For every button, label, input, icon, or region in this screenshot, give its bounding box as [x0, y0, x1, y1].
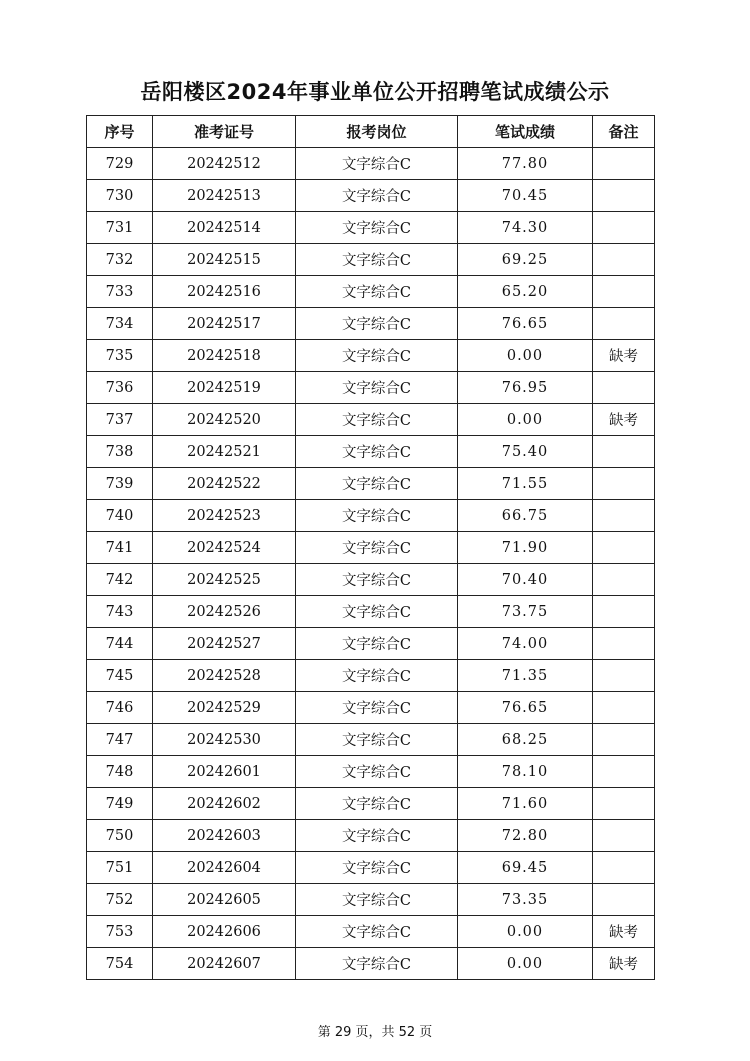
table-body — [87, 148, 655, 980]
position-cell: 文字综合C — [296, 788, 458, 820]
remark-cell — [593, 852, 655, 884]
ticket-number-cell: 20242524 — [153, 532, 296, 564]
seq-cell: 754 — [87, 948, 153, 980]
remark-cell: 缺考 — [593, 916, 655, 948]
ticket-number-cell: 20242605 — [153, 884, 296, 916]
position-cell: 文字综合C — [296, 724, 458, 756]
remark-cell — [593, 820, 655, 852]
remark-cell — [593, 372, 655, 404]
position-cell: 文字综合C — [296, 180, 458, 212]
score-cell: 69.45 — [458, 852, 593, 884]
seq-cell: 730 — [87, 180, 153, 212]
score-cell: 76.95 — [458, 372, 593, 404]
remark-cell — [593, 308, 655, 340]
score-cell: 71.35 — [458, 660, 593, 692]
score-cell: 70.40 — [458, 564, 593, 596]
seq-cell: 732 — [87, 244, 153, 276]
seq-cell: 741 — [87, 532, 153, 564]
table-row — [87, 916, 655, 948]
seq-cell: 739 — [87, 468, 153, 500]
score-table — [86, 115, 655, 980]
ticket-number-cell: 20242522 — [153, 468, 296, 500]
header-seq: 序号 — [87, 116, 153, 148]
header-position: 报考岗位 — [296, 116, 458, 148]
remark-cell — [593, 564, 655, 596]
remark-cell — [593, 468, 655, 500]
seq-cell: 752 — [87, 884, 153, 916]
table-row — [87, 404, 655, 436]
score-cell: 66.75 — [458, 500, 593, 532]
table-row — [87, 180, 655, 212]
position-cell: 文字综合C — [296, 852, 458, 884]
score-cell: 74.00 — [458, 628, 593, 660]
remark-cell — [593, 276, 655, 308]
table-row — [87, 564, 655, 596]
table-row — [87, 756, 655, 788]
score-cell: 65.20 — [458, 276, 593, 308]
position-cell: 文字综合C — [296, 532, 458, 564]
table-row — [87, 884, 655, 916]
ticket-number-cell: 20242606 — [153, 916, 296, 948]
remark-cell — [593, 596, 655, 628]
position-cell: 文字综合C — [296, 884, 458, 916]
ticket-number-cell: 20242514 — [153, 212, 296, 244]
table-row — [87, 212, 655, 244]
position-cell: 文字综合C — [296, 948, 458, 980]
position-cell: 文字综合C — [296, 756, 458, 788]
seq-cell: 748 — [87, 756, 153, 788]
ticket-number-cell: 20242601 — [153, 756, 296, 788]
position-cell: 文字综合C — [296, 244, 458, 276]
table-row — [87, 852, 655, 884]
position-cell: 文字综合C — [296, 916, 458, 948]
score-cell: 73.35 — [458, 884, 593, 916]
remark-cell — [593, 660, 655, 692]
score-cell: 78.10 — [458, 756, 593, 788]
position-cell: 文字综合C — [296, 692, 458, 724]
seq-cell: 737 — [87, 404, 153, 436]
seq-cell: 743 — [87, 596, 153, 628]
header-remark: 备注 — [593, 116, 655, 148]
ticket-number-cell: 20242520 — [153, 404, 296, 436]
remark-cell — [593, 724, 655, 756]
remark-cell — [593, 788, 655, 820]
seq-cell: 738 — [87, 436, 153, 468]
score-cell: 71.60 — [458, 788, 593, 820]
ticket-number-cell: 20242604 — [153, 852, 296, 884]
table-row — [87, 276, 655, 308]
ticket-number-cell: 20242526 — [153, 596, 296, 628]
ticket-number-cell: 20242529 — [153, 692, 296, 724]
table-row — [87, 372, 655, 404]
score-cell: 73.75 — [458, 596, 593, 628]
table-row — [87, 148, 655, 180]
seq-cell: 747 — [87, 724, 153, 756]
seq-cell: 735 — [87, 340, 153, 372]
table-row — [87, 692, 655, 724]
remark-cell: 缺考 — [593, 948, 655, 980]
position-cell: 文字综合C — [296, 468, 458, 500]
table-row — [87, 340, 655, 372]
header-ticket-number: 准考证号 — [153, 116, 296, 148]
score-cell: 70.45 — [458, 180, 593, 212]
remark-cell — [593, 244, 655, 276]
score-cell: 72.80 — [458, 820, 593, 852]
seq-cell: 749 — [87, 788, 153, 820]
position-cell: 文字综合C — [296, 212, 458, 244]
ticket-number-cell: 20242602 — [153, 788, 296, 820]
seq-cell: 753 — [87, 916, 153, 948]
seq-cell: 744 — [87, 628, 153, 660]
seq-cell: 740 — [87, 500, 153, 532]
table-row — [87, 500, 655, 532]
position-cell: 文字综合C — [296, 148, 458, 180]
header-row — [87, 116, 655, 148]
remark-cell — [593, 628, 655, 660]
seq-cell: 733 — [87, 276, 153, 308]
score-cell: 75.40 — [458, 436, 593, 468]
seq-cell: 750 — [87, 820, 153, 852]
remark-cell — [593, 500, 655, 532]
score-cell: 0.00 — [458, 340, 593, 372]
ticket-number-cell: 20242523 — [153, 500, 296, 532]
ticket-number-cell: 20242521 — [153, 436, 296, 468]
position-cell: 文字综合C — [296, 340, 458, 372]
score-cell: 68.25 — [458, 724, 593, 756]
table-row — [87, 628, 655, 660]
table-row — [87, 308, 655, 340]
remark-cell — [593, 148, 655, 180]
score-cell: 77.80 — [458, 148, 593, 180]
seq-cell: 742 — [87, 564, 153, 596]
position-cell: 文字综合C — [296, 660, 458, 692]
score-cell: 0.00 — [458, 404, 593, 436]
score-cell: 71.90 — [458, 532, 593, 564]
table-row — [87, 820, 655, 852]
ticket-number-cell: 20242512 — [153, 148, 296, 180]
table-row — [87, 244, 655, 276]
remark-cell — [593, 180, 655, 212]
seq-cell: 729 — [87, 148, 153, 180]
seq-cell: 746 — [87, 692, 153, 724]
score-cell: 74.30 — [458, 212, 593, 244]
remark-cell: 缺考 — [593, 404, 655, 436]
seq-cell: 736 — [87, 372, 153, 404]
ticket-number-cell: 20242525 — [153, 564, 296, 596]
remark-cell — [593, 884, 655, 916]
remark-cell — [593, 436, 655, 468]
position-cell: 文字综合C — [296, 308, 458, 340]
remark-cell — [593, 692, 655, 724]
position-cell: 文字综合C — [296, 500, 458, 532]
header-score: 笔试成绩 — [458, 116, 593, 148]
table-row — [87, 532, 655, 564]
remark-cell: 缺考 — [593, 340, 655, 372]
ticket-number-cell: 20242516 — [153, 276, 296, 308]
position-cell: 文字综合C — [296, 276, 458, 308]
ticket-number-cell: 20242515 — [153, 244, 296, 276]
seq-cell: 751 — [87, 852, 153, 884]
remark-cell — [593, 212, 655, 244]
position-cell: 文字综合C — [296, 596, 458, 628]
seq-cell: 745 — [87, 660, 153, 692]
table-row — [87, 660, 655, 692]
position-cell: 文字综合C — [296, 564, 458, 596]
table-row — [87, 948, 655, 980]
ticket-number-cell: 20242607 — [153, 948, 296, 980]
ticket-number-cell: 20242519 — [153, 372, 296, 404]
page-title: 岳阳楼区2024年事业单位公开招聘笔试成绩公示 — [140, 80, 610, 104]
seq-cell: 731 — [87, 212, 153, 244]
seq-cell: 734 — [87, 308, 153, 340]
score-cell: 69.25 — [458, 244, 593, 276]
ticket-number-cell: 20242530 — [153, 724, 296, 756]
table-row — [87, 788, 655, 820]
ticket-number-cell: 20242513 — [153, 180, 296, 212]
score-cell: 76.65 — [458, 692, 593, 724]
score-cell: 0.00 — [458, 948, 593, 980]
position-cell: 文字综合C — [296, 628, 458, 660]
table-row — [87, 436, 655, 468]
ticket-number-cell: 20242527 — [153, 628, 296, 660]
score-cell: 71.55 — [458, 468, 593, 500]
page-footer: 第 29 页，共 52 页 — [317, 1025, 433, 1040]
position-cell: 文字综合C — [296, 404, 458, 436]
ticket-number-cell: 20242517 — [153, 308, 296, 340]
table-row — [87, 596, 655, 628]
ticket-number-cell: 20242603 — [153, 820, 296, 852]
table-header — [87, 116, 655, 148]
position-cell: 文字综合C — [296, 436, 458, 468]
position-cell: 文字综合C — [296, 372, 458, 404]
position-cell: 文字综合C — [296, 820, 458, 852]
remark-cell — [593, 532, 655, 564]
table-row — [87, 724, 655, 756]
ticket-number-cell: 20242528 — [153, 660, 296, 692]
score-cell: 0.00 — [458, 916, 593, 948]
table-row — [87, 468, 655, 500]
score-cell: 76.65 — [458, 308, 593, 340]
remark-cell — [593, 756, 655, 788]
ticket-number-cell: 20242518 — [153, 340, 296, 372]
